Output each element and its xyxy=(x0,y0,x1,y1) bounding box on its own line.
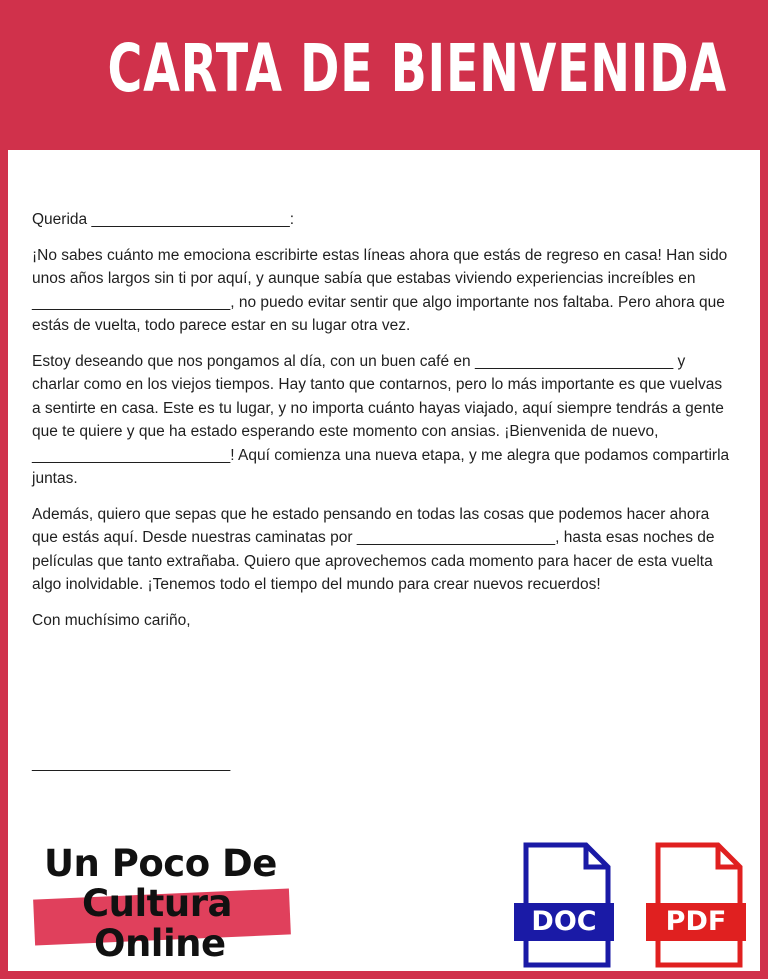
letter-paragraph-3: Además, quiero que sepas que he estado pensando en todas las cosas que podemos hacer ahora que estás aquí. Desde nuestras caminatas por _______________________, hasta esas noches de películas que tanto extrañaba. Quiero que aprovechemos cada momento para hacer de esta vuelta algo inolvidable. ¡Tenemos todo el tiempo del mundo para crear nuevos recuerdos! xyxy=(32,505,715,593)
pdf-download-button[interactable] xyxy=(636,842,756,968)
letter-greeting: Querida _______________________: xyxy=(32,211,295,228)
letter-paragraph-2: Estoy deseando que nos pongamos al día, con un buen café en _______________________ y charlar como en los viejos tiempos. Hay tanto que contarnos, pero lo más importante es que vuelvas a sentirte en casa. Este es tu lugar, y no importa cuánto hayas viajado, aquí siempre tendrás a gente que te quiere y que ha estado esperando este momento con ansias. ¡Bienvenida de nuevo, _______________________! Aquí comienza una nueva etapa, y me alegra que podamos compartirla juntas. xyxy=(32,352,730,487)
letter-body xyxy=(32,208,732,644)
pdf-label: PDF xyxy=(665,906,727,937)
doc-download-button[interactable] xyxy=(504,842,624,968)
page-header xyxy=(0,0,768,150)
doc-label: DOC xyxy=(531,906,597,937)
letter-sheet xyxy=(8,150,760,971)
logo-line-1: Un Poco De xyxy=(44,842,277,885)
page-title: CARTA DE BIENVENIDA xyxy=(107,30,727,107)
signature-line: _______________________ xyxy=(32,755,231,772)
logo-line-3: Online xyxy=(94,922,226,965)
letter-paragraph-1: ¡No sabes cuánto me emociona escribirte estas líneas ahora que estás de regreso en casa! Han sido unos años largos sin ti por aquí, y aunque sabía que estabas viviendo experiencias increíbles en _______________________, no puedo evitar sentir que algo importante nos faltaba. Pero ahora que estás de vuelta, todo parece estar en su lugar otra vez. xyxy=(32,246,728,334)
letter-closing: Con muchísimo cariño, xyxy=(32,611,191,629)
logo-line-2: Cultura xyxy=(82,882,232,925)
brand-logo xyxy=(34,840,324,968)
